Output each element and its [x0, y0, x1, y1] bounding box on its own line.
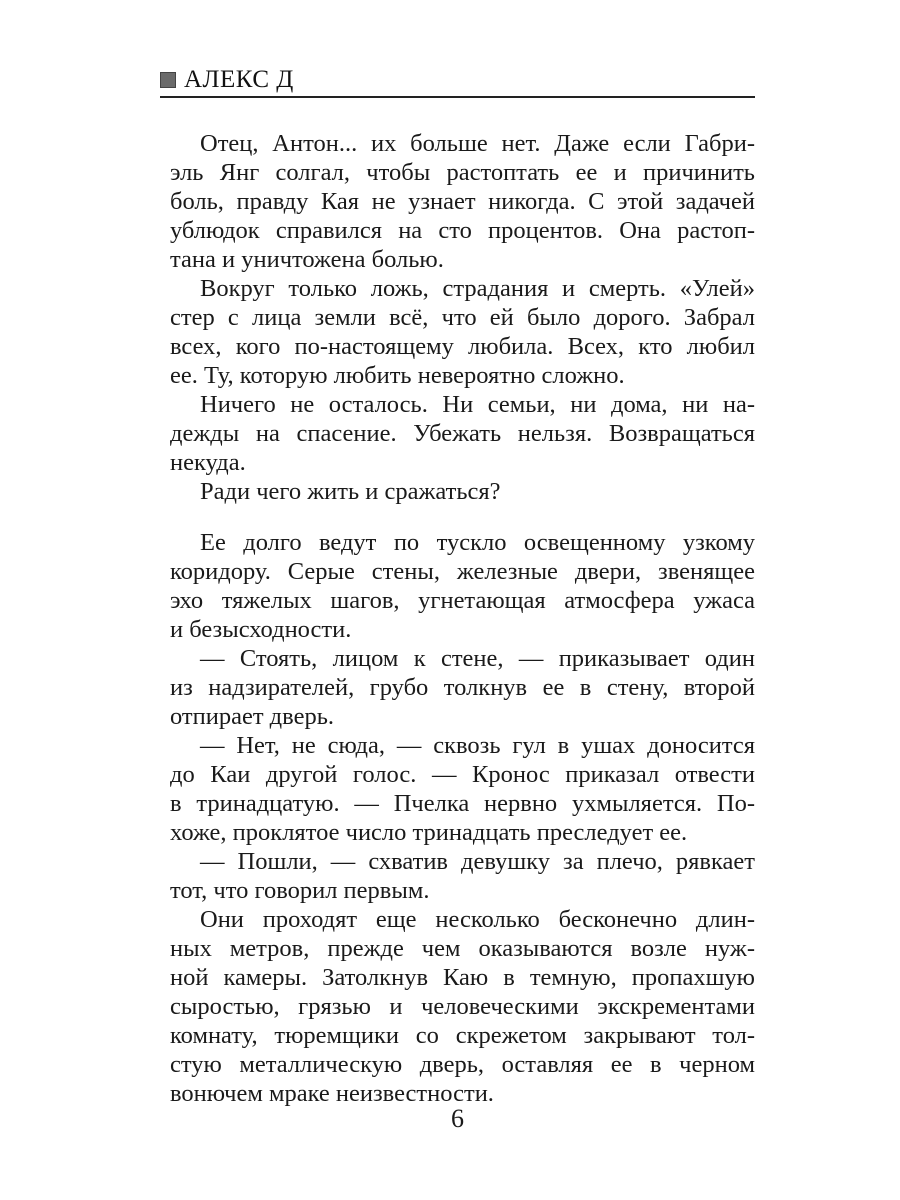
text-line: — Стоять, лицом к стене, — приказывает один [200, 645, 755, 672]
header-square-icon [160, 72, 176, 88]
text-line: сыростью, грязью и человеческими экскрементами [170, 993, 755, 1020]
text-line: из надзирателей, грубо толкнув ее в стену, второй [170, 674, 755, 701]
text-line: Вокруг только ложь, страдания и смерть. «Улей» [200, 275, 755, 302]
text-line: боль, правду Кая не узнает никогда. С этой задачей [170, 188, 755, 215]
running-header [160, 66, 755, 98]
text-line: всех, кого по-настоящему любила. Всех, кто любил [170, 333, 755, 360]
text-line: вонючем мраке неизвестности. [170, 1080, 494, 1107]
text-line: в тринадцатую. — Пчелка нервно ухмыляется. По- [170, 790, 755, 817]
text-line: до Каи другой голос. — Кронос приказал отвести [170, 761, 755, 788]
text-line: ее. Ту, которую любить невероятно сложно. [170, 362, 625, 389]
text-line: Они проходят еще несколько бесконечно длин- [200, 906, 755, 933]
text-line: Ничего не осталось. Ни семьи, ни дома, ни на- [200, 391, 755, 418]
text-line: тот, что говорил первым. [170, 877, 430, 904]
text-line: Ее долго ведут по тускло освещенному узкому [200, 529, 755, 556]
text-line: стер с лица земли всё, что ей было дорого. Забрал [170, 304, 755, 331]
text-section-1 [170, 129, 755, 506]
text-line: ной камеры. Затолкнув Каю в темную, пропахшую [170, 964, 755, 991]
text-line: и безысходности. [170, 616, 352, 643]
text-line: тана и уничтожена болью. [170, 246, 444, 273]
text-line: Ради чего жить и сражаться? [200, 478, 501, 505]
page-number: 6 [451, 1104, 464, 1133]
text-section-2 [170, 528, 755, 1108]
header-author: АЛЕКС Д [184, 66, 294, 93]
text-line: коридору. Серые стены, железные двери, звенящее [170, 558, 755, 585]
text-line: комнату, тюремщики со скрежетом закрывают тол- [170, 1022, 755, 1049]
text-line: Отец, Антон... их больше нет. Даже если Габри- [200, 130, 755, 157]
text-line: дежды на спасение. Убежать нельзя. Возвращаться [170, 420, 755, 447]
text-line: некуда. [170, 449, 246, 476]
text-line: — Пошли, — схватив девушку за плечо, рявкает [200, 848, 755, 875]
text-line: хоже, проклятое число тринадцать преследует ее. [170, 819, 688, 846]
text-line: — Нет, не сюда, — сквозь гул в ушах доносится [200, 732, 755, 759]
text-line: ублюдок справился на сто процентов. Она растоп- [170, 217, 755, 244]
text-line: отпирает дверь. [170, 703, 334, 730]
text-line: эль Янг солгал, чтобы растоптать ее и причинить [170, 159, 755, 186]
text-line: эхо тяжелых шагов, угнетающая атмосфера ужаса [170, 587, 755, 614]
text-line: ных метров, прежде чем оказываются возле нуж- [170, 935, 755, 962]
text-line: стую металлическую дверь, оставляя ее в черном [170, 1051, 755, 1078]
